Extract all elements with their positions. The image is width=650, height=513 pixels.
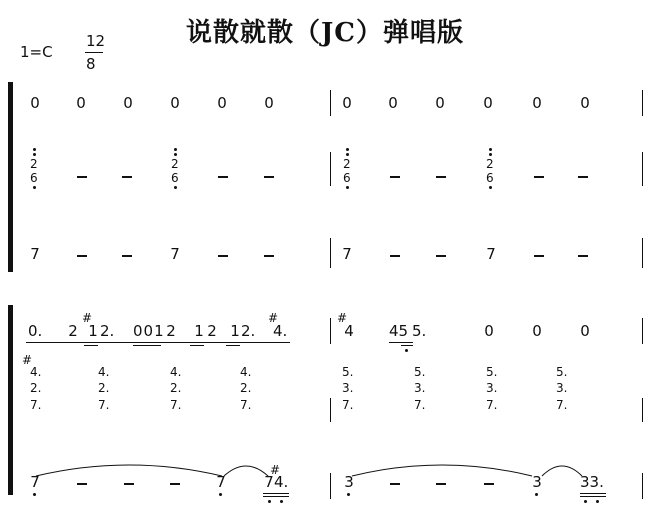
score-title: 说散就散（JC）弹唱版 <box>186 18 464 48</box>
chord-note: 4. <box>30 365 42 379</box>
note: 7 <box>264 473 274 491</box>
sharp-sign: # <box>268 311 279 325</box>
octave-dot <box>174 186 177 189</box>
chord-note: 6 <box>30 171 38 185</box>
barline <box>330 238 331 268</box>
note: 2. <box>241 322 256 340</box>
note: 001 <box>133 322 165 340</box>
chord-note: 7. <box>414 398 426 412</box>
note: 7 <box>342 245 352 263</box>
meter-line <box>85 52 103 53</box>
chord-note: 3. <box>414 381 426 395</box>
chord-note: 2. <box>170 381 182 395</box>
chord-note: 7. <box>556 398 568 412</box>
note: 0 <box>532 94 542 112</box>
note: 0 <box>388 94 398 112</box>
octave-dot <box>535 493 538 496</box>
chord-note: 4. <box>240 365 252 379</box>
chord-note: 2 <box>486 157 494 171</box>
octave-dot <box>219 493 222 496</box>
underline <box>401 345 413 346</box>
dash <box>77 483 87 485</box>
note: 0 <box>483 94 493 112</box>
octave-dot <box>346 186 349 189</box>
dash <box>534 176 544 178</box>
system-brace <box>8 82 13 272</box>
note: 4. <box>273 322 288 340</box>
note: 0 <box>532 322 542 340</box>
dash <box>77 176 87 178</box>
note: 1 <box>194 322 204 340</box>
note: 5. <box>412 322 427 340</box>
octave-dot <box>596 500 599 503</box>
note: 0 <box>264 94 274 112</box>
chord-note: 6 <box>171 171 179 185</box>
note: 0 <box>484 322 494 340</box>
dash <box>170 483 180 485</box>
barline <box>642 473 643 499</box>
barline <box>642 318 643 344</box>
note: 0 <box>217 94 227 112</box>
underline <box>84 345 98 346</box>
chord-note: 2. <box>98 381 110 395</box>
octave-dot <box>489 186 492 189</box>
chord-note: 5. <box>556 365 568 379</box>
dash <box>218 176 228 178</box>
octave-dot <box>346 153 349 156</box>
note: 2. <box>100 322 115 340</box>
chord-note: 5. <box>486 365 498 379</box>
note: 0 <box>580 94 590 112</box>
note: 33. <box>580 473 604 491</box>
dash <box>436 483 446 485</box>
note: 3 <box>344 473 354 491</box>
dash <box>578 176 588 178</box>
chord-note: 2 <box>343 157 351 171</box>
chord-note: 7. <box>170 398 182 412</box>
octave-dot <box>489 148 492 151</box>
chord-note: 7. <box>30 398 42 412</box>
dash <box>484 483 494 485</box>
chord-note: 6 <box>343 171 351 185</box>
dash <box>122 176 132 178</box>
tie-arc <box>350 458 534 478</box>
chord-note: 3. <box>556 381 568 395</box>
chord-note: 2. <box>30 381 42 395</box>
chord-note: 2 <box>171 157 179 171</box>
barline <box>642 238 643 268</box>
chord-note: 3. <box>342 381 354 395</box>
barline <box>642 90 643 116</box>
note: 0 <box>342 94 352 112</box>
octave-dot <box>346 148 349 151</box>
underline <box>263 493 289 494</box>
chord-note: 7. <box>240 398 252 412</box>
barline <box>642 398 643 422</box>
meter-numerator: 12 <box>86 32 106 50</box>
key-signature: 1=C <box>20 43 53 61</box>
system-brace <box>8 305 13 495</box>
octave-dot <box>33 186 36 189</box>
chord-note: 2. <box>240 381 252 395</box>
sharp-sign: # <box>22 353 33 367</box>
octave-dot <box>489 153 492 156</box>
note: 2 <box>68 322 78 340</box>
octave-dot <box>268 500 271 503</box>
octave-dot <box>33 148 36 151</box>
note: 2 <box>207 322 217 340</box>
note: 7 <box>486 245 496 263</box>
underline <box>389 342 413 343</box>
barline <box>330 398 331 422</box>
note: 0. <box>28 322 43 340</box>
dash <box>578 255 588 257</box>
sharp-sign: # <box>270 463 281 477</box>
note: 3 <box>532 473 542 491</box>
dash <box>77 255 87 257</box>
underline <box>190 345 204 346</box>
note: 1 <box>88 322 98 340</box>
tie-arc <box>34 458 224 478</box>
note: 0 <box>123 94 133 112</box>
octave-dot <box>174 153 177 156</box>
tie-arc <box>540 460 584 478</box>
note: 2 <box>166 322 176 340</box>
octave-dot <box>174 148 177 151</box>
octave-dot <box>33 493 36 496</box>
barline <box>642 152 643 186</box>
dash <box>436 176 446 178</box>
underline <box>263 496 289 497</box>
chord-note: 5. <box>342 365 354 379</box>
octave-dot <box>347 493 350 496</box>
octave-dot <box>584 500 587 503</box>
note: 1 <box>230 322 240 340</box>
underline <box>133 345 161 346</box>
barline <box>330 152 331 186</box>
dash <box>264 176 274 178</box>
barline <box>330 473 331 499</box>
underline <box>580 493 606 494</box>
note: 0 <box>76 94 86 112</box>
sharp-sign: # <box>337 311 348 325</box>
dash <box>436 255 446 257</box>
note: 7 <box>30 245 40 263</box>
dash <box>534 255 544 257</box>
underline <box>580 496 606 497</box>
dash <box>390 255 400 257</box>
barline <box>330 90 331 116</box>
note: 4. <box>274 473 289 491</box>
note: 0 <box>435 94 445 112</box>
note: 7 <box>30 473 40 491</box>
note: 0 <box>170 94 180 112</box>
dash <box>124 483 134 485</box>
chord-note: 2 <box>30 157 38 171</box>
chord-note: 7. <box>342 398 354 412</box>
note: 4 <box>344 322 354 340</box>
chord-note: 7. <box>98 398 110 412</box>
chord-note: 7. <box>486 398 498 412</box>
chord-note: 3. <box>486 381 498 395</box>
note: 7 <box>170 245 180 263</box>
dash <box>122 255 132 257</box>
meter-denominator: 8 <box>86 55 96 73</box>
dash <box>390 176 400 178</box>
note: 0 <box>30 94 40 112</box>
note: 0 <box>580 322 590 340</box>
underline <box>26 342 290 343</box>
note: 45 <box>389 322 409 340</box>
dash <box>218 255 228 257</box>
chord-note: 5. <box>414 365 426 379</box>
barline <box>330 318 331 344</box>
dash <box>390 483 400 485</box>
octave-dot <box>280 500 283 503</box>
sharp-sign: # <box>82 311 93 325</box>
dash <box>264 255 274 257</box>
underline <box>226 345 240 346</box>
octave-dot <box>405 349 408 352</box>
note: 7 <box>216 473 226 491</box>
chord-note: 6 <box>486 171 494 185</box>
chord-note: 4. <box>170 365 182 379</box>
chord-note: 4. <box>98 365 110 379</box>
octave-dot <box>33 153 36 156</box>
